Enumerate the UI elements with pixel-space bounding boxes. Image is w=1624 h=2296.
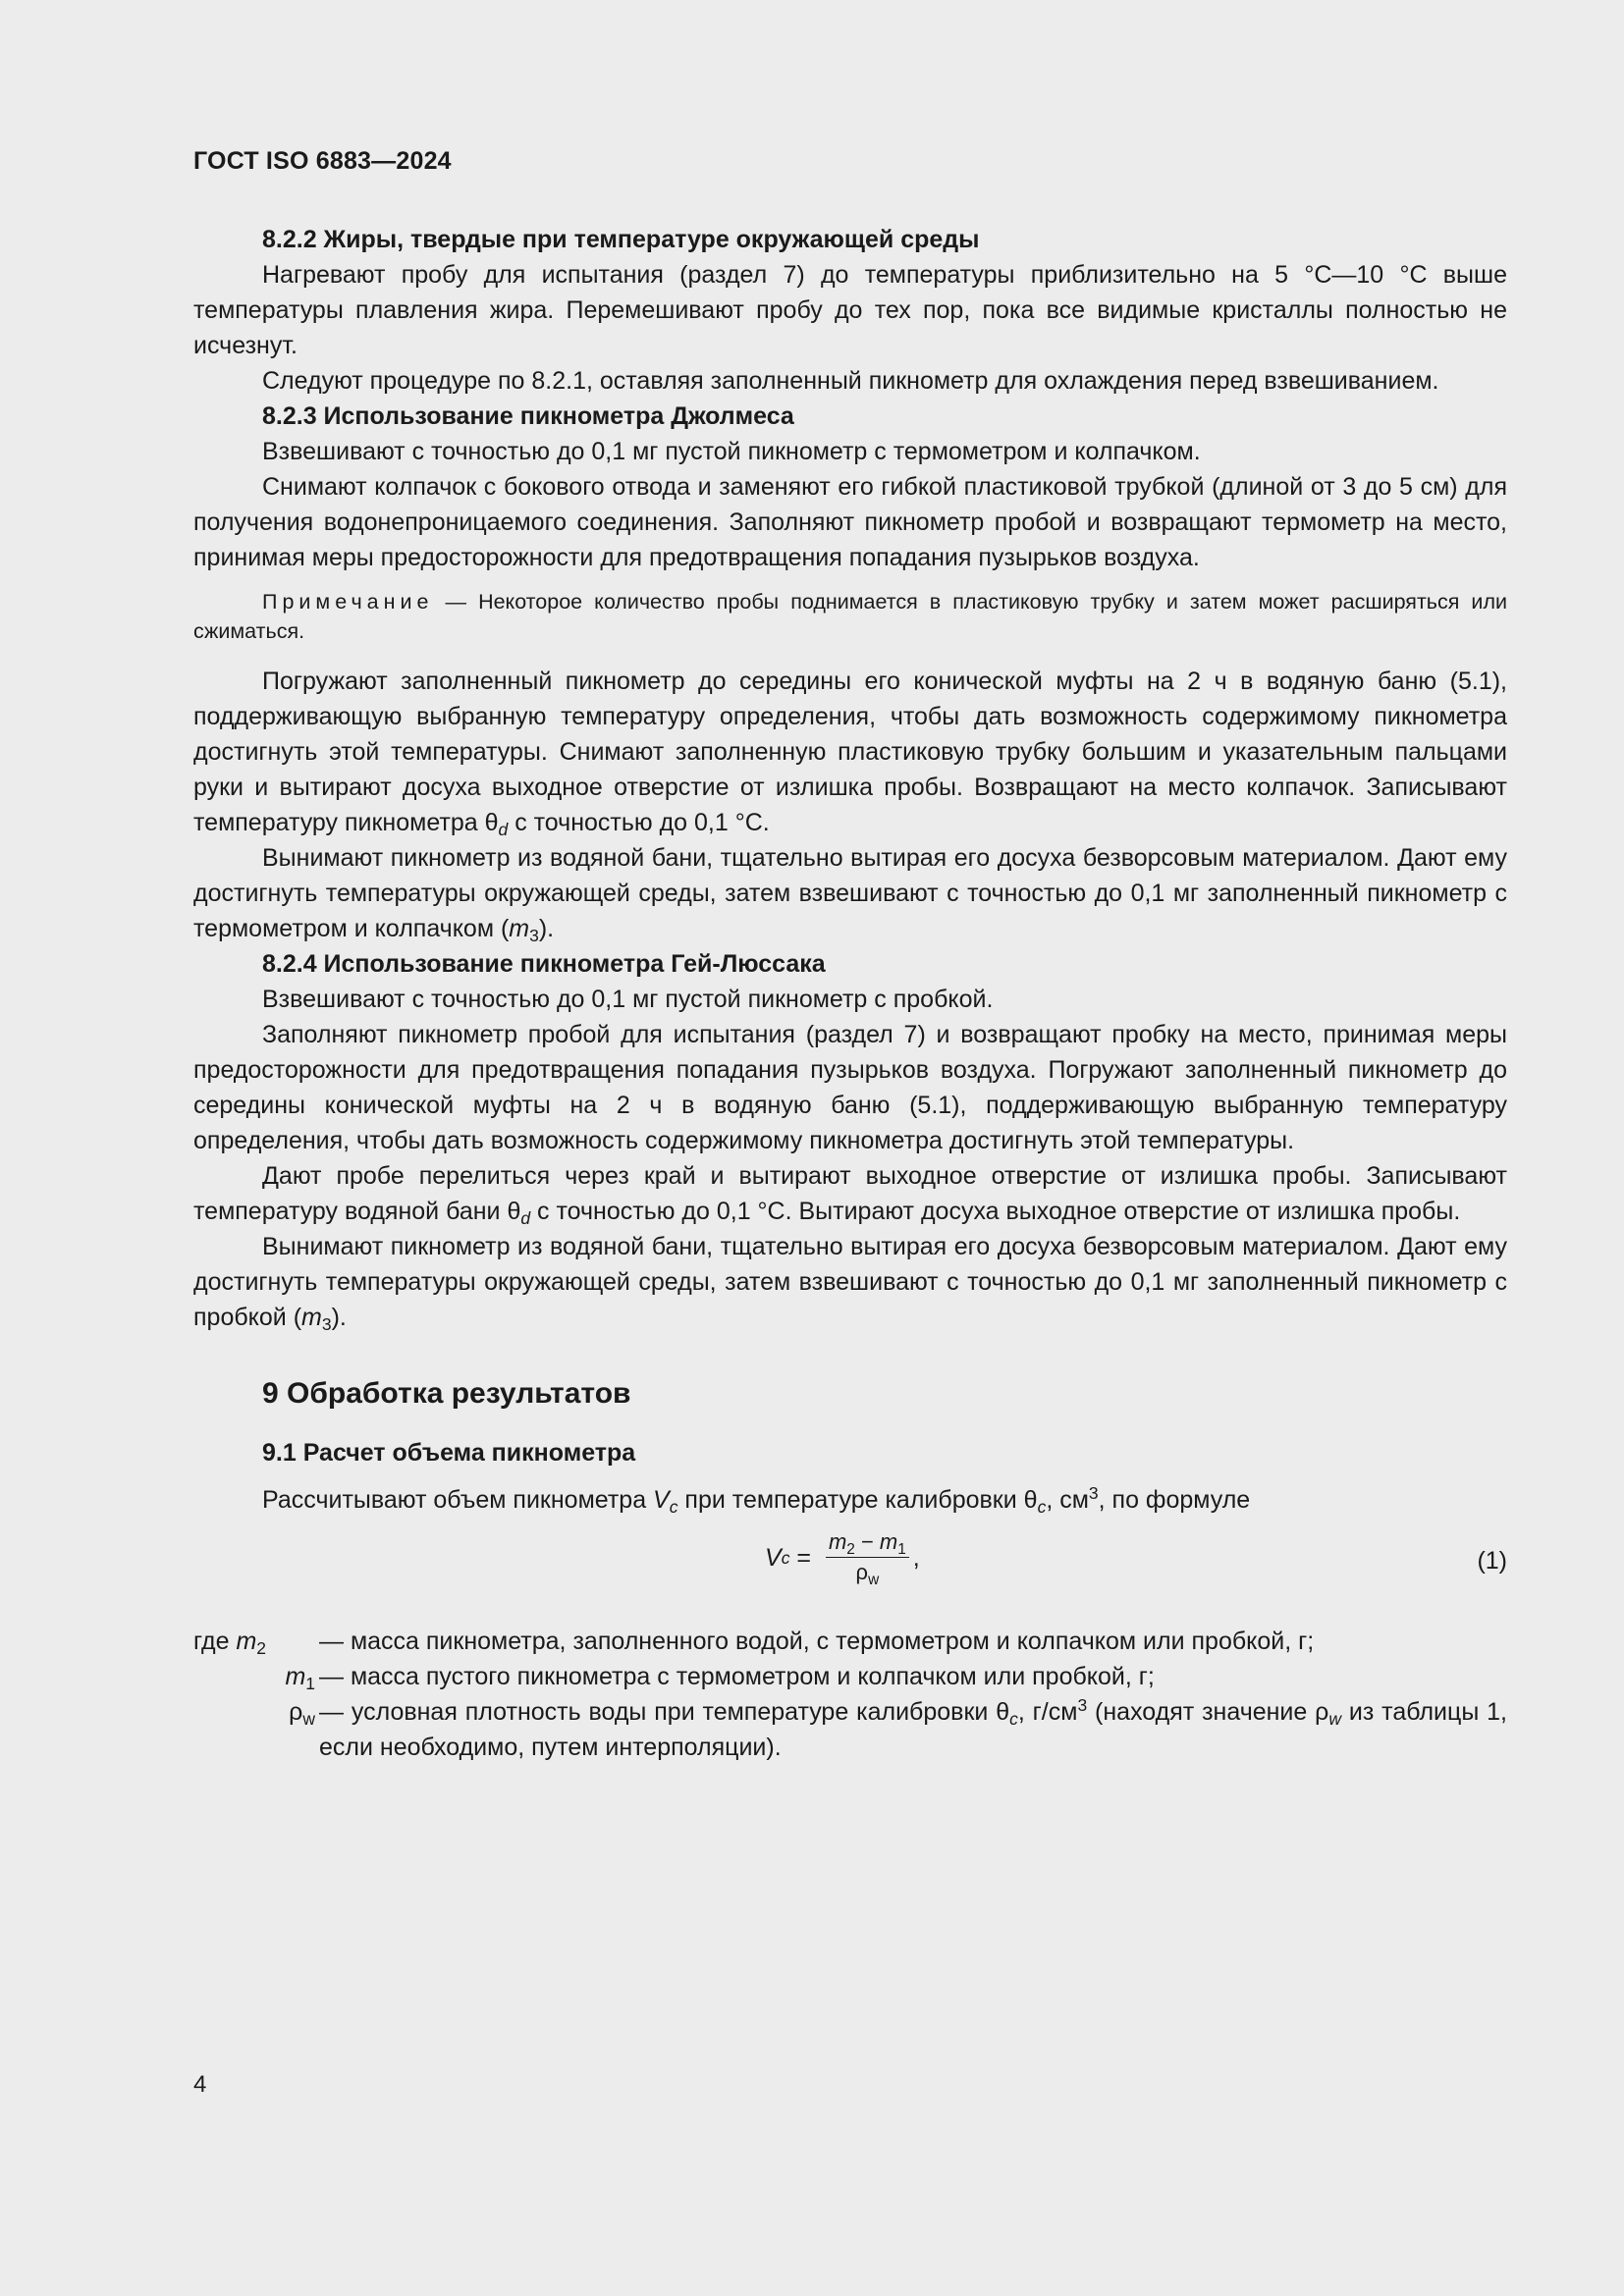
definition-row: $m_1$ — масса пустого пикнометра с термометром и колпачком или пробкой, г; <box>285 1663 1155 1693</box>
formula: V c = $\frac{m_2 - m_1}{\rho_w}$ , <box>765 1529 920 1588</box>
note-label: Примечание <box>262 590 434 614</box>
formula-block <box>193 1525 1507 1602</box>
paragraph: Вынимают пикнометр из водяной бани, тщательно вытирая его досуха безворсовым материалом. Дают ему достигнуть температуры окружающей среды, затем взвешивают с точностью до 0,1 мг заполненный пикнометр с термометром и колпачком $(m_3)$. <box>193 844 1507 945</box>
note-text: — Некоторое количество пробы поднимается в пластиковую трубку и затем может расширяться или сжиматься. <box>193 590 1507 643</box>
page-content <box>193 222 1507 1765</box>
note <box>193 587 1507 646</box>
paragraph: Следуют процедуре по 8.2.1, оставляя заполненный пикнометр для охлаждения перед взвешиванием. <box>262 367 1439 395</box>
paragraph: Дают пробе перелиться через край и вытирают выходное отверстие от излишка пробы. Записывают температуру водяной бани $\theta_d$ с точностью до 0,1 °С. Вытирают досуха выходное отверстие от излишка пробы. <box>193 1162 1507 1228</box>
page-number: 4 <box>193 2071 207 2098</box>
standard-header: ГОСТ ISO 6883—2024 <box>193 147 452 175</box>
paragraph: Вынимают пикнометр из водяной бани, тщательно вытирая его досуха безворсовым материалом. Дают ему достигнуть температуры окружающей среды, затем взвешивают с точностью до 0,1 мг заполненный пикнометр с пробкой $(m_3)$. <box>193 1233 1507 1334</box>
paragraph: Нагревают пробу для испытания (раздел 7) до температуры приблизительно на 5 °С—10 °С выше температуры плавления жира. Перемешивают пробу до тех пор, пока все видимые кристаллы полностью не исчезнут. <box>193 261 1507 359</box>
variable-definitions <box>193 1624 1507 1765</box>
formula-intro: Рассчитывают объем пикнометра $V_c$ при температуре калибровки $\theta_c$, $см^3$, по формуле <box>262 1483 1251 1517</box>
equation-number: (1) <box>1477 1547 1507 1575</box>
formula-fraction: $\frac{m_2 - m_1}{\rho_w}$ <box>826 1529 909 1585</box>
paragraph: Снимают колпачок с бокового отвода и заменяют его гибкой пластиковой трубкой (длиной от 3 до 5 см) для получения водонепроницаемого соединения. Заполняют пикнометр пробой и возвращают термометр на место, принимая меры предосторожности для предотвращения попадания пузырьков воздуха. <box>193 473 1507 571</box>
paragraph: Взвешивают с точностью до 0,1 мг пустой пикнометр с термометром и колпачком. <box>262 438 1201 465</box>
section-title-9: 9 Обработка результатов <box>262 1377 631 1410</box>
subsection-title-8-2-2: 8.2.2 Жиры, твердые при температуре окружающей среды <box>262 226 980 253</box>
definition-row: где $m_2$ — масса пикнометра, заполненного водой, с термометром и колпачком или пробкой, г; <box>193 1628 1315 1658</box>
theta-symbol: θ <box>507 1198 521 1225</box>
subsection-title-9-1: 9.1 Расчет объема пикнометра <box>262 1439 636 1467</box>
subsection-title-8-2-4: 8.2.4 Использование пикнометра Гей-Люссака <box>262 950 826 978</box>
paragraph: Заполняют пикнометр пробой для испытания (раздел 7) и возвращают пробку на место, принимая меры предосторожности для предотвращения попадания пузырьков воздуха. Погружают заполненный пикнометр до середины конической муфты на 2 ч в водяную баню (5.1), поддерживающую выбранную температуру определения, чтобы дать возможность содержимому пикнометра достигнуть этой температуры. <box>193 1021 1507 1154</box>
paragraph: Взвешивают с точностью до 0,1 мг пустой пикнометр с пробкой. <box>262 986 994 1013</box>
subsection-title-8-2-3: 8.2.3 Использование пикнометра Джолмеса <box>262 402 794 430</box>
paragraph: Погружают заполненный пикнометр до середины его конической муфты на 2 ч в водяную баню (5.1), поддерживающую выбранную температуру определения, чтобы дать возможность содержимому пикнометра достигнуть этой температуры. Снимают заполненную пластиковую трубку большим и указательным пальцами руки и вытирают досуха выходное отверстие от излишка пробы. Возвращают на место колпачок. Записывают температуру пикнометра $\theta_d$ с точностью до 0,1 °С. <box>193 667 1507 839</box>
theta-symbol: θ <box>484 809 499 836</box>
definition-row: $\rho_w$ — условная плотность воды при температуре калибровки $\theta_c$, $г/см^3$ (находят значение $\rho_w$ из таблицы 1, если необходимо, путем интерполяции). <box>289 1695 1507 1761</box>
